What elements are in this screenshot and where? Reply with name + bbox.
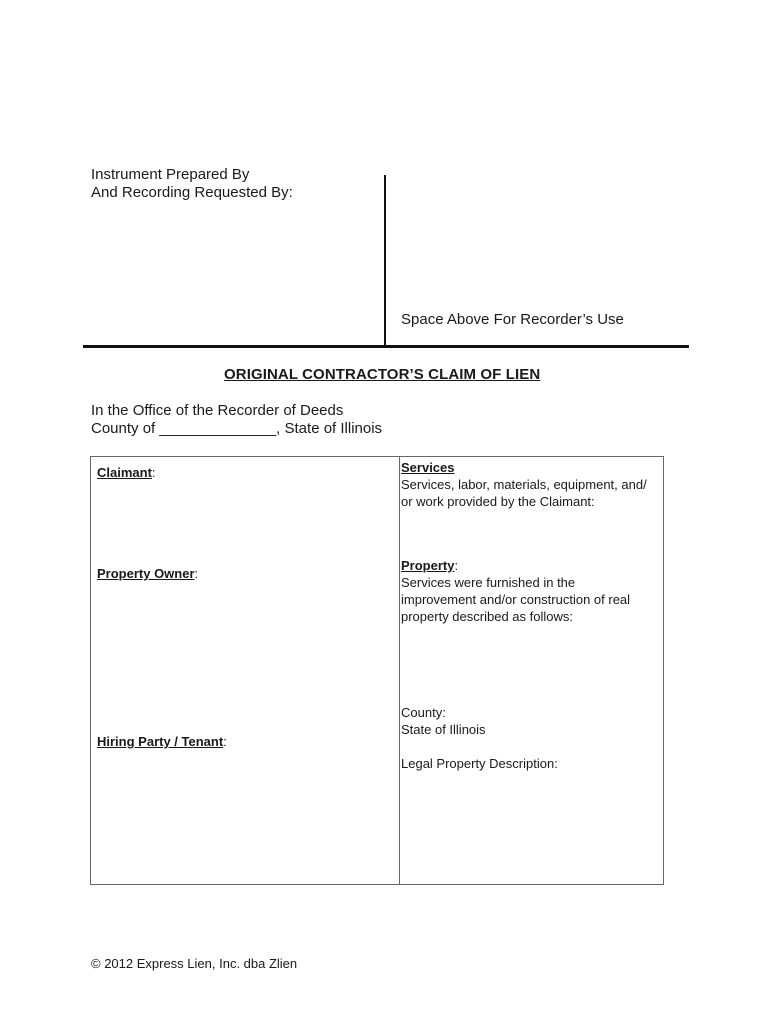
copyright-footer: © 2012 Express Lien, Inc. dba Zlien — [91, 956, 298, 971]
legal-description-label[interactable]: Legal Property Description: — [401, 756, 558, 771]
services-description-line1: Services, labor, materials, equipment, and/ — [401, 477, 647, 492]
property-owner-colon: : — [194, 566, 199, 581]
claim-details-table — [90, 456, 664, 885]
property-description-line1: Services were furnished in the — [401, 575, 576, 590]
property-heading: Property — [401, 558, 455, 573]
property-owner-label: Property Owner — [97, 566, 195, 581]
header-horizontal-rule — [83, 345, 689, 348]
claimant-field[interactable] — [97, 464, 156, 481]
property-owner-field[interactable] — [97, 565, 198, 582]
hiring-party-label: Hiring Party / Tenant — [97, 734, 224, 749]
county-suffix: , State of Illinois — [276, 420, 383, 437]
state-label: State of Illinois — [401, 722, 486, 737]
property-section[interactable] — [401, 557, 630, 625]
recorder-office-line: In the Office of the Recorder of Deeds — [91, 402, 344, 419]
table-column-divider — [399, 456, 400, 885]
services-heading: Services — [401, 460, 455, 475]
hiring-party-field[interactable] — [97, 733, 227, 750]
county-prefix: County of — [91, 420, 160, 437]
claimant-label: Claimant — [97, 465, 152, 480]
services-section[interactable] — [401, 459, 647, 510]
county-line — [91, 420, 382, 438]
recorder-space-label: Space Above For Recorder’s Use — [401, 311, 624, 328]
services-description-line2: or work provided by the Claimant: — [401, 494, 595, 509]
property-description-line3: property described as follows: — [401, 609, 573, 624]
property-description-line2: improvement and/or construction of real — [401, 592, 631, 607]
property-colon: : — [454, 558, 459, 573]
county-blank-field[interactable]: ______________ — [159, 420, 277, 437]
header-vertical-divider — [384, 175, 386, 347]
county-field-label[interactable]: County: — [401, 705, 446, 720]
prepared-by-label: Instrument Prepared By — [91, 166, 250, 183]
claimant-colon: : — [151, 465, 156, 480]
document-title: ORIGINAL CONTRACTOR’S CLAIM OF LIEN — [224, 366, 541, 383]
hiring-party-colon: : — [223, 734, 227, 749]
recording-requested-label: And Recording Requested By: — [91, 184, 293, 201]
